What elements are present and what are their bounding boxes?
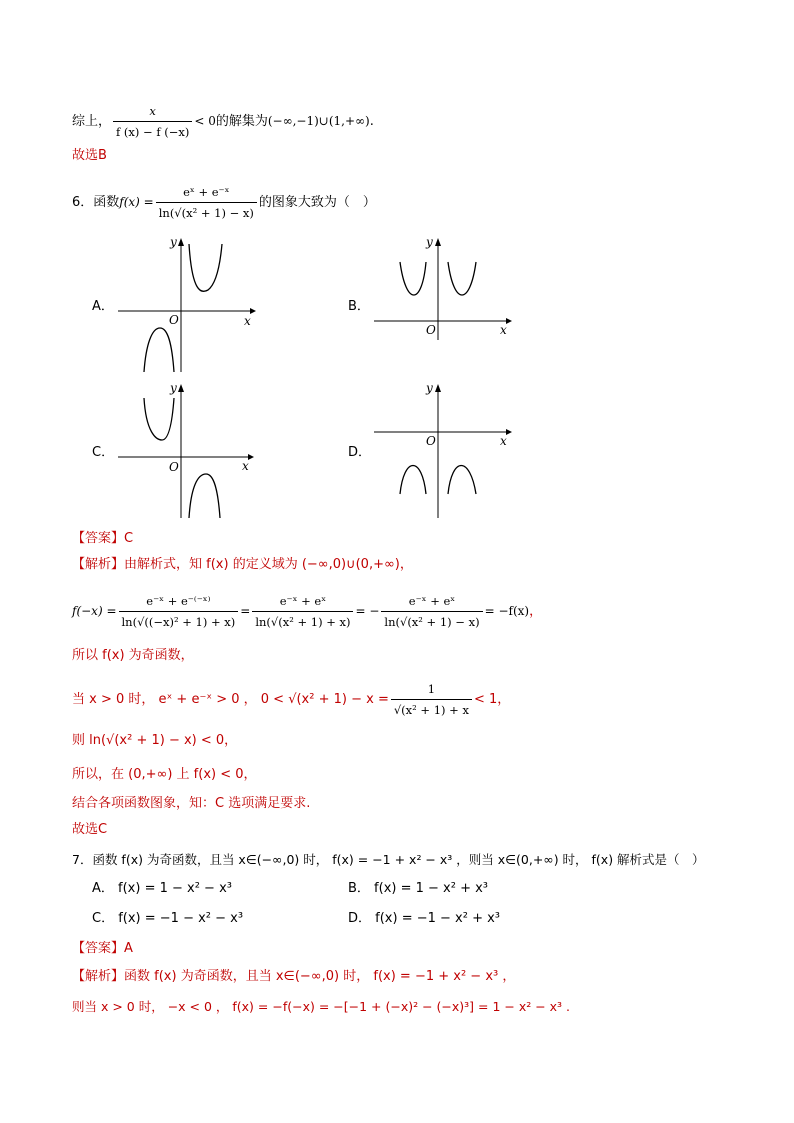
graph-d-curve-left xyxy=(400,466,426,495)
q6-option-a-label: A． xyxy=(92,299,114,314)
q7-answer: 【答案】A xyxy=(72,941,133,956)
q7-analysis-tag: 【解析】 xyxy=(72,969,125,984)
q7-analysis-line1 xyxy=(72,968,515,986)
q6-analysis-line3: 所以 f(x) 为奇函数， xyxy=(72,648,194,663)
q7-analysis-line2: 则当 x > 0 时， −x < 0 ， f(x) = −f(−x) = −[−1 + (−x)² − (−x)³] = 1 − x² − x³ . xyxy=(72,999,571,1014)
conclusion-ineq: < 0 xyxy=(194,114,216,128)
q6-stem xyxy=(72,183,376,222)
graph-a-curve-left xyxy=(144,328,174,372)
graph-c-y-arrow xyxy=(178,384,184,392)
conclusion-frac-den: f (x) − f (−x) xyxy=(116,125,190,139)
q6-choose: 故选C xyxy=(72,822,108,837)
graph-d-x-arrow xyxy=(506,429,512,435)
q6-analysis-line4 xyxy=(72,680,510,719)
graph-b-y-label: y xyxy=(426,235,433,249)
graph-a-y-label: y xyxy=(170,235,177,249)
l4-frac-den: √(x² + 1) + x xyxy=(393,703,469,717)
l2-frac1-num: e⁻ˣ + e⁻⁽⁻ˣ⁾ xyxy=(119,592,239,612)
graph-d-origin: O xyxy=(426,434,436,448)
graph-c-curve-right xyxy=(189,474,220,518)
l2-frac2 xyxy=(252,592,353,631)
q6-fx: f(x) = xyxy=(119,195,154,209)
l2-frac1-den: ln(√((−x)² + 1) + x) xyxy=(121,615,236,629)
l2-frac2-num: e⁻ˣ + eˣ xyxy=(252,592,353,612)
q6-graph-c xyxy=(110,378,260,523)
q6-analysis-text1: 由解析式，知 f(x) 的定义域为 (−∞,0)∪(0,+∞)， xyxy=(124,557,413,572)
graph-d-y-label: y xyxy=(426,381,433,395)
l2-comma: ， xyxy=(529,604,543,619)
graph-a-y-arrow xyxy=(178,238,184,246)
graph-c-x-label: x xyxy=(242,459,249,473)
q6-frac-num: eˣ + e⁻ˣ xyxy=(156,183,257,203)
conclusion-line xyxy=(72,102,374,141)
q6-graph-b xyxy=(368,232,518,342)
l2-frac2-den: ln(√(x² + 1) + x) xyxy=(255,615,351,629)
conclusion-prefix: 综上， xyxy=(72,114,112,129)
q6-graph-d xyxy=(368,378,518,523)
q6-suffix: 的图象大致为（ ） xyxy=(258,195,376,210)
l2-end: = −f(x) xyxy=(484,604,530,618)
q6-analysis-line1 xyxy=(72,556,413,574)
q6-answer: 【答案】C xyxy=(72,531,134,546)
graph-d-x-label: x xyxy=(500,434,507,448)
l4-a: 当 x > 0 时， eˣ + e⁻ˣ > 0 ， 0 < √(x² + 1) − x = xyxy=(72,692,389,707)
graph-b-y-arrow xyxy=(435,238,441,246)
l4-frac-num: 1 xyxy=(391,680,472,700)
l2-frac3 xyxy=(381,592,482,631)
l4-frac xyxy=(391,680,472,719)
graph-c-curve-left xyxy=(144,398,174,440)
graph-d-y-arrow xyxy=(435,384,441,392)
q6-prefix: 6．函数 xyxy=(72,195,120,210)
l2-lhs: f(−x) = xyxy=(72,604,117,618)
q7-option-a: A． f(x) = 1 − x² − x³ xyxy=(92,881,232,896)
graph-d-curve-right xyxy=(448,466,476,495)
q7-option-d: D． f(x) = −1 − x² + x³ xyxy=(348,911,501,926)
q7-stem: 7．函数 f(x) 为奇函数，且当 x∈(−∞,0) 时， f(x) = −1 + x² − x³ ，则当 x∈(0,+∞) 时， f(x) 解析式是（ ） xyxy=(72,852,705,867)
q6-analysis-tag: 【解析】 xyxy=(72,557,125,572)
l2-frac1 xyxy=(119,592,239,631)
graph-c-origin: O xyxy=(169,460,179,474)
choose-b: 故选B xyxy=(72,148,107,163)
graph-c-y-label: y xyxy=(170,381,177,395)
q6-graph-a xyxy=(110,232,260,377)
graph-b-curve-left xyxy=(400,262,426,295)
graph-b-origin: O xyxy=(426,323,436,337)
q6-frac-den: ln(√(x² + 1) − x) xyxy=(158,206,254,220)
l2-frac3-num: e⁻ˣ + eˣ xyxy=(381,592,482,612)
l2-eq2: = − xyxy=(355,604,380,618)
l4-b: < 1， xyxy=(473,692,511,707)
q6-analysis-line2 xyxy=(72,592,542,631)
q6-analysis-line6: 所以，在 (0,+∞) 上 f(x) < 0， xyxy=(72,767,257,782)
conclusion-middle: 的解集为 xyxy=(215,114,268,129)
graph-b-x-label: x xyxy=(500,323,507,337)
conclusion-interval: (−∞,−1)∪(1,+∞) xyxy=(267,114,370,128)
conclusion-end: . xyxy=(369,114,374,129)
l2-frac3-den: ln(√(x² + 1) − x) xyxy=(384,615,480,629)
graph-a-x-label: x xyxy=(244,314,251,328)
conclusion-fraction xyxy=(113,102,192,141)
q6-analysis-line7: 结合各项函数图象，知：C 选项满足要求. xyxy=(72,796,311,811)
graph-b-curve-right xyxy=(448,262,476,295)
graph-b-x-arrow xyxy=(506,318,512,324)
q6-option-d-label: D． xyxy=(348,445,372,460)
l2-eq1: = xyxy=(240,604,251,618)
graph-a-origin: O xyxy=(169,313,179,327)
q7-option-c: C． f(x) = −1 − x² − x³ xyxy=(92,911,244,926)
q6-option-b-label: B． xyxy=(348,299,370,314)
q6-fraction xyxy=(156,183,257,222)
conclusion-frac-num: x xyxy=(113,102,192,122)
q7-option-b: B． f(x) = 1 − x² + x³ xyxy=(348,881,489,896)
q6-option-c-label: C． xyxy=(92,445,115,460)
q6-analysis-line5: 则 ln(√(x² + 1) − x) < 0， xyxy=(72,733,238,748)
q7-analysis-text1: 函数 f(x) 为奇函数，且当 x∈(−∞,0) 时， f(x) = −1 + x² − x³ ， xyxy=(124,969,516,984)
graph-a-curve-right xyxy=(189,244,222,291)
graph-c-x-arrow xyxy=(248,454,254,460)
graph-a-x-arrow xyxy=(250,308,256,314)
